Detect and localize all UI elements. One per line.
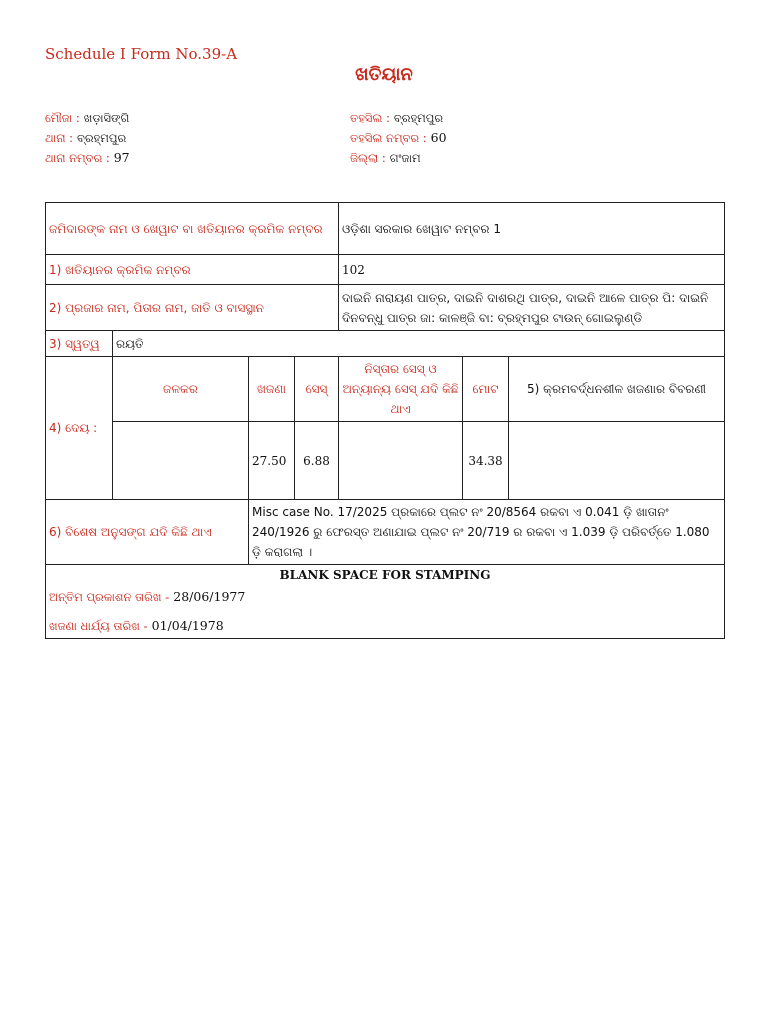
col-rent: ଖଜଣା	[249, 357, 295, 422]
val-total: 34.38	[463, 422, 509, 500]
thana-value: ବ୍ରହ୍ମପୁର	[76, 131, 127, 145]
header-right	[350, 108, 447, 168]
right-value: ରୟତି	[113, 331, 725, 357]
mouza-row	[45, 108, 130, 128]
mouza-label: ମୌଜା :	[45, 111, 80, 125]
col-progressive-rent: 5) କ୍ରମବର୍ଦ୍ଧନଶୀଳ ଖଜଣାର ବିବରଣୀ	[509, 357, 725, 422]
district-value: ଗଂଜାମ	[389, 151, 421, 165]
dues-value-row	[46, 422, 725, 500]
right-label: 3) ସ୍ୱତ୍ୱ	[46, 331, 113, 357]
thana-no-row	[45, 148, 130, 168]
tehsil-no-value: 60	[430, 130, 447, 145]
khatiyan-no-value: 102	[339, 255, 725, 285]
final-publication-label: ଅନ୍ତିମ ପ୍ରକାଶନ ତାରିଖ -	[49, 590, 170, 604]
col-cess: ସେସ୍	[295, 357, 339, 422]
col-other-cess: ନିସ୍ତାର ସେସ୍ ଓ ଅନ୍ୟାନ୍ୟ ସେସ୍ ଯଦି କିଛି ଥାଏ	[339, 357, 463, 422]
thana-row	[45, 128, 130, 148]
mouza-value: ଖଡ଼ାସିଙ୍ଗି	[83, 111, 130, 125]
right-row	[46, 331, 725, 357]
col-total: ମୋଟ	[463, 357, 509, 422]
thana-no-label: ଥାନା ନମ୍ବର :	[45, 151, 110, 165]
special-row	[46, 500, 725, 565]
tehsil-label: ତହସିଲ :	[350, 111, 390, 125]
dues-label: 4) ଦେୟ :	[46, 357, 113, 500]
thana-no-value: 97	[113, 150, 130, 165]
landlord-label: ଜମିଦାରଙ୍କ ନାମ ଓ ଖେୱାଟ ବା ଖତିୟାନର କ୍ରମିକ ନମ୍ବର	[46, 203, 339, 255]
special-label	[46, 500, 249, 565]
val-progressive-rent	[509, 422, 725, 500]
form-number: Schedule I Form No.39-A	[45, 45, 238, 63]
final-publication-date: 28/06/1977	[173, 589, 246, 604]
district-row	[350, 148, 447, 168]
landlord-value: ଓଡ଼ିଶା ସରକାର ଖେୱାଟ ନମ୍ବର 1	[339, 203, 725, 255]
val-water-tax	[113, 422, 249, 500]
stamp-heading: BLANK SPACE FOR STAMPING	[279, 568, 491, 582]
document-title: ଖତିୟାନ	[355, 64, 413, 85]
dues-header-row	[46, 357, 725, 422]
tehsil-no-label: ତହସିଲ ନମ୍ବର :	[350, 131, 427, 145]
val-rent: 27.50	[249, 422, 295, 500]
final-publication-line	[49, 587, 721, 607]
rent-fixation-line	[49, 616, 721, 636]
rent-fixation-date: 01/04/1978	[151, 618, 224, 633]
col-water-tax: ଜଳକର	[113, 357, 249, 422]
rent-fixation-label: ଖଜଣା ଧାର୍ଯ୍ୟ ତାରିଖ -	[49, 619, 148, 633]
tenant-row	[46, 285, 725, 331]
district-label: ଜିଲ୍ଲା :	[350, 151, 386, 165]
tehsil-no-row	[350, 128, 447, 148]
stamp-row	[46, 565, 725, 639]
khatiyan-no-row	[46, 255, 725, 285]
khatiyan-no-label: 1) ଖତିୟାନର କ୍ରମିକ ନମ୍ବର	[46, 255, 339, 285]
tenant-value: ଦାଇନି ନାରାୟଣ ପାତ୍ର, ଦାଇନି ଦାଶରଥି ପାତ୍ର, ଦାଇନି ଆଳେ ପାତ୍ର ପି: ଦାଇନି ଦିନବନ୍ଧୁ ପାତ୍ର ଜା: କାଳଞ୍ଜି ବା: ବ୍ରହ୍ମପୁର ଟାଉନ୍ ଗୋଇଲୁଣ୍ଡି	[339, 285, 725, 331]
thana-label: ଥାନା :	[45, 131, 73, 145]
header-left	[45, 108, 130, 168]
tehsil-row	[350, 108, 447, 128]
stamp-area	[46, 565, 725, 639]
tehsil-value: ବ୍ରହ୍ମପୁର	[393, 111, 444, 125]
special-label-text: 6) ବିଶେଷ ଅନୁସଙ୍ଗ ଯଦି କିଛି ଥାଏ	[49, 525, 212, 539]
tenant-label: 2) ପ୍ରଜାର ନାମ, ପିତାର ନାମ, ଜାତି ଓ ବାସସ୍ଥାନ	[46, 285, 339, 331]
val-cess: 6.88	[295, 422, 339, 500]
val-other-cess	[339, 422, 463, 500]
landlord-row	[46, 203, 725, 255]
khatiyan-table	[45, 202, 725, 639]
special-value: Misc case No. 17/2025 ପ୍ରକାରେ ପ୍ଲଟ ନଂ 20/8564 ରକବା ଏ 0.041 ଡ଼ି ଖାତାନଂ 240/1926 ରୁ ଫେରସ୍ତ ଅଣାଯାଇ ପ୍ଲଟ ନଂ 20/719 ର ରକବା ଏ 1.039 ଡ଼ି ପରିବର୍ତ୍ତେ 1.080 ଡ଼ି କରାଗଲା ।	[249, 500, 725, 565]
